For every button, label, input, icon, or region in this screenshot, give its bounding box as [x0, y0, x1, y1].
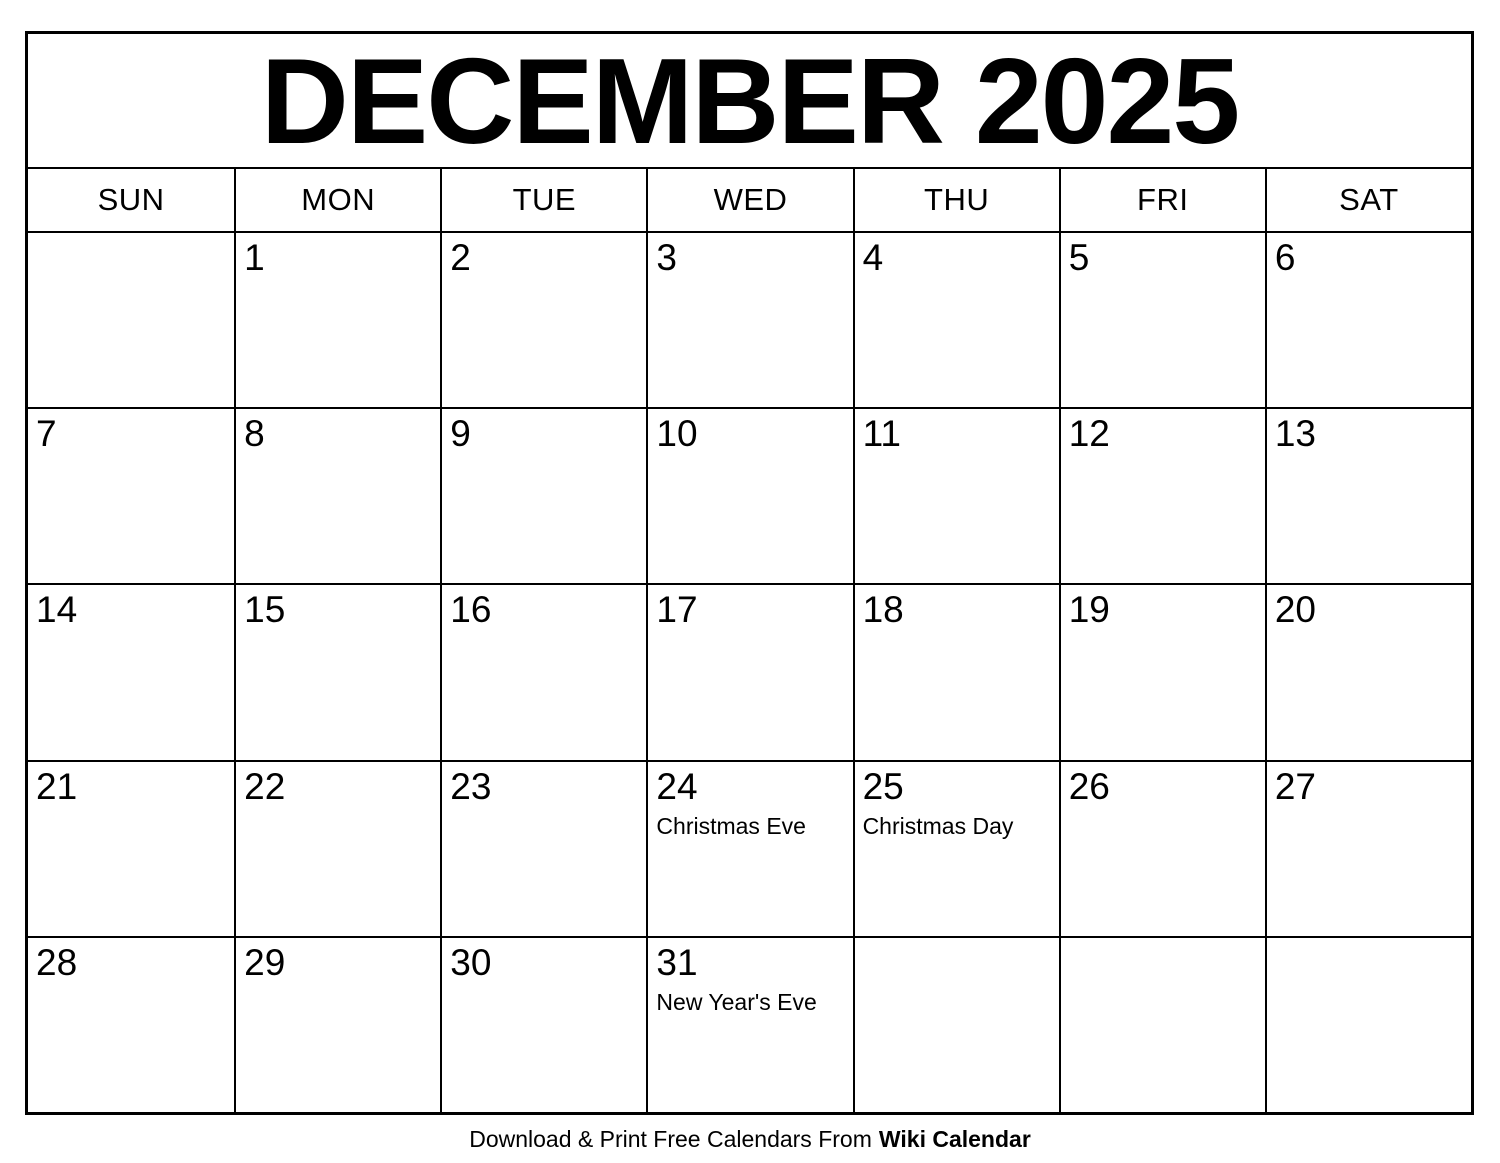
day-cell	[234, 760, 440, 936]
calendar-grid	[28, 167, 1471, 1112]
day-cell	[1265, 583, 1471, 759]
footer-text: Download & Print Free Calendars From	[469, 1125, 872, 1152]
day-cell	[1059, 936, 1265, 1112]
title-band	[28, 34, 1471, 167]
day-number: 8	[244, 413, 265, 455]
day-cell	[853, 583, 1059, 759]
day-cell-christmas-day	[853, 760, 1059, 936]
calendar-frame	[25, 31, 1474, 1115]
event-label: Christmas Eve	[656, 812, 806, 839]
day-cell	[1059, 231, 1265, 407]
day-number: 16	[450, 589, 492, 631]
weekday-header-fri: FRI	[1059, 167, 1265, 231]
day-number: 7	[36, 413, 57, 455]
day-number: 2	[450, 237, 471, 278]
day-cell	[1059, 583, 1265, 759]
footer-brand: Wiki Calendar	[878, 1125, 1031, 1152]
weekday-header-mon: MON	[234, 167, 440, 231]
day-number: 28	[36, 941, 78, 983]
day-cell	[646, 583, 852, 759]
day-cell	[28, 407, 234, 583]
day-cell	[440, 936, 646, 1112]
day-cell	[1265, 936, 1471, 1112]
weekday-header-tue: TUE	[440, 167, 646, 231]
day-number: 11	[862, 413, 901, 455]
event-label: New Year's Eve	[656, 988, 817, 1015]
day-cell-christmas-eve	[646, 760, 852, 936]
day-number: 1	[244, 237, 265, 278]
day-cell	[853, 936, 1059, 1112]
day-cell	[440, 583, 646, 759]
day-cell	[646, 407, 852, 583]
day-number: 10	[656, 413, 698, 455]
day-cell	[1265, 407, 1471, 583]
day-cell	[234, 407, 440, 583]
weekday-header-wed: WED	[646, 167, 852, 231]
day-number: 9	[450, 413, 471, 455]
day-cell	[234, 936, 440, 1112]
day-cell	[646, 231, 852, 407]
day-cell	[28, 760, 234, 936]
page-title: DECEMBER 2025	[260, 34, 1239, 167]
weekday-header-thu: THU	[853, 167, 1059, 231]
day-number: 31	[656, 941, 698, 983]
day-cell	[440, 231, 646, 407]
day-number: 18	[862, 589, 904, 631]
day-cell	[853, 231, 1059, 407]
day-number: 17	[656, 589, 698, 631]
day-number: 12	[1068, 413, 1110, 455]
day-cell-new-years-eve	[646, 936, 852, 1112]
day-number: 29	[244, 941, 286, 983]
day-cell	[1265, 231, 1471, 407]
day-number: 15	[244, 589, 286, 631]
day-cell	[28, 231, 234, 407]
day-number: 20	[1274, 589, 1316, 631]
day-number: 30	[450, 941, 492, 983]
day-number: 21	[36, 765, 78, 807]
footer	[0, 1115, 1500, 1163]
day-number: 6	[1274, 237, 1296, 278]
day-number: 14	[36, 589, 78, 631]
day-number: 24	[656, 765, 698, 807]
day-cell	[28, 936, 234, 1112]
event-label: Christmas Day	[862, 812, 1014, 839]
day-number: 22	[244, 765, 286, 807]
day-number: 19	[1068, 589, 1110, 631]
day-cell	[234, 231, 440, 407]
day-cell	[28, 583, 234, 759]
weekday-header-sat: SAT	[1265, 167, 1471, 231]
day-number: 25	[862, 765, 904, 807]
day-cell	[440, 407, 646, 583]
day-cell	[853, 407, 1059, 583]
day-number: 3	[656, 237, 677, 278]
weekday-header-sun: SUN	[28, 167, 234, 231]
day-cell	[1059, 407, 1265, 583]
day-number: 5	[1068, 237, 1090, 278]
day-number: 4	[862, 237, 884, 278]
day-number: 26	[1068, 765, 1110, 807]
day-cell	[1059, 760, 1265, 936]
day-cell	[1265, 760, 1471, 936]
day-number: 23	[450, 765, 492, 807]
day-number: 27	[1274, 765, 1316, 807]
day-cell	[440, 760, 646, 936]
day-number: 13	[1274, 413, 1316, 455]
day-cell	[234, 583, 440, 759]
